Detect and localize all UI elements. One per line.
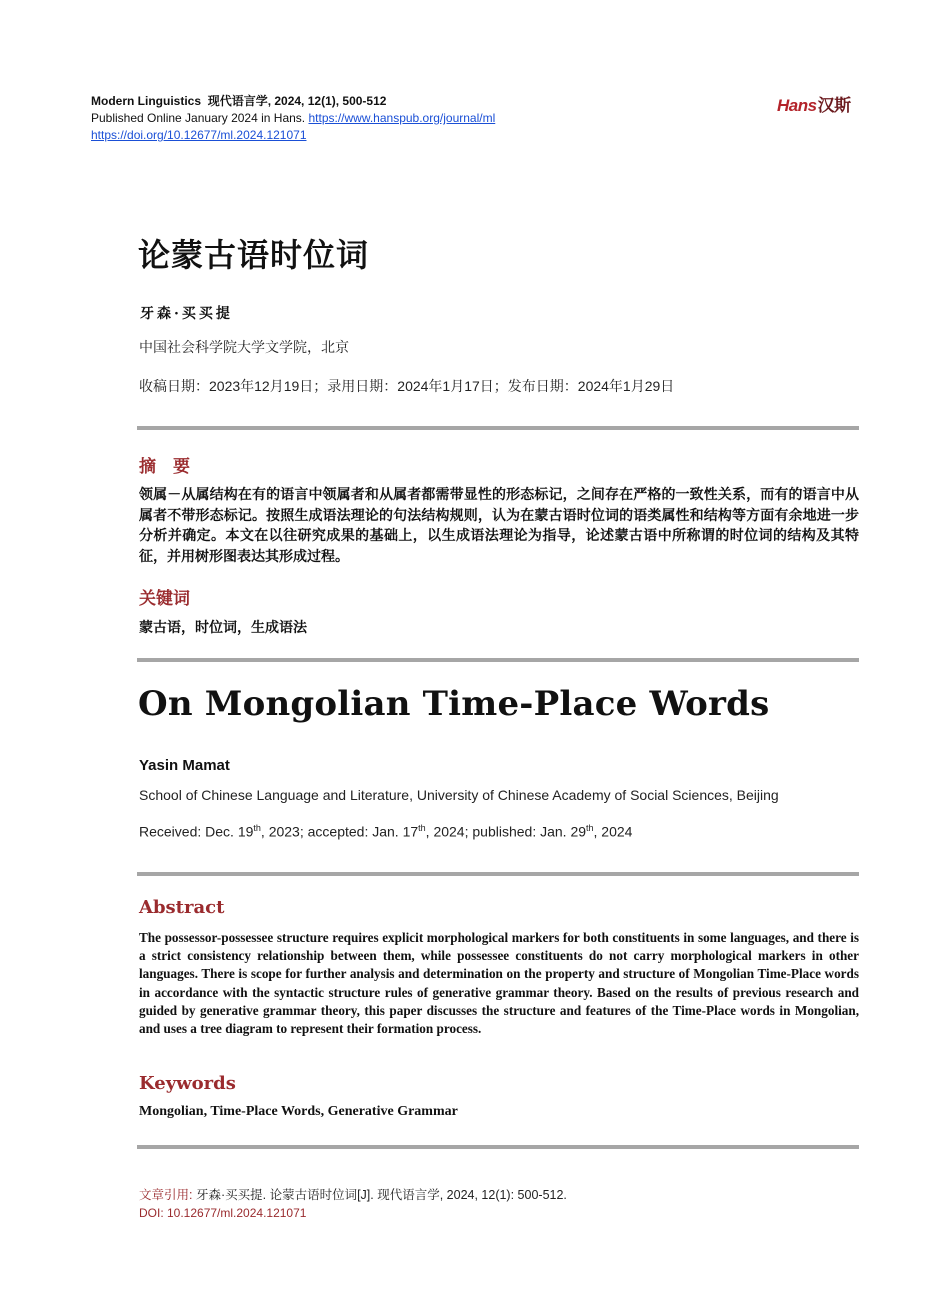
divider <box>137 426 859 430</box>
journal-cn-info: 现代语言学, 2024, 12(1), 500-512 <box>207 94 387 108</box>
en-title: On Mongolian Time-Place Words <box>138 684 770 724</box>
cn-affiliation: 中国社会科学院大学文学院，北京 <box>139 339 349 355</box>
cn-dates: 收稿日期：2023年12月19日；录用日期：2024年1月17日；发布日期：2024年1月29日 <box>139 378 675 394</box>
doi-line <box>91 127 307 143</box>
journal-url-link[interactable]: https://www.hanspub.org/journal/ml <box>308 111 496 125</box>
ordinal-suffix: th <box>253 823 261 833</box>
cn-keywords-heading: 关键词 <box>139 589 190 608</box>
hans-logo <box>777 91 851 116</box>
cn-abstract: 领属－从属结构在有的语言中领属者和从属者都需带显性的形态标记，之间存在严格的一致性关系，而有的语言中从属者不带形态标记。按照生成语法理论的句法结构规则，认为在蒙古语时位词的语类属性和结构等方面有余地进一步分析并确定。本文在以往研究成果的基础上，以生成语法理论为指导，论述蒙古语中所称谓的时位词的结构及其特征，并用树形图表达其形成过程。 <box>139 486 859 564</box>
citation <box>139 1185 567 1203</box>
published-prefix: Published Online January 2024 in Hans. <box>91 111 306 125</box>
logo-latin: Hans <box>777 96 817 115</box>
doi-url-link[interactable]: https://doi.org/10.12677/ml.2024.121071 <box>91 128 307 142</box>
journal-name: Modern Linguistics <box>91 94 202 108</box>
accepted-date: , 2023; accepted: Jan. 17 <box>260 823 419 840</box>
en-dates <box>139 823 632 840</box>
en-keywords-heading: Keywords <box>139 1073 236 1094</box>
en-abstract-heading: Abstract <box>139 897 225 918</box>
cn-title: 论蒙古语时位词 <box>138 237 370 273</box>
citation-text: 牙森·买买提. 论蒙古语时位词[J]. 现代语言学, 2024, 12(1): 500-512. <box>195 1188 567 1202</box>
ordinal-suffix: th <box>418 823 426 833</box>
published-line <box>91 110 495 126</box>
divider <box>137 658 859 662</box>
published-year: , 2024 <box>593 823 633 840</box>
ordinal-suffix: th <box>586 823 594 833</box>
en-author: Yasin Mamat <box>139 757 230 774</box>
journal-line <box>91 93 386 109</box>
published-date: , 2024; published: Jan. 29 <box>425 823 587 840</box>
citation-doi: DOI: 10.12677/ml.2024.121071 <box>139 1206 307 1220</box>
cn-keywords: 蒙古语，时位词，生成语法 <box>139 619 307 635</box>
divider <box>137 1145 859 1149</box>
divider <box>137 872 859 876</box>
logo-cn: 汉斯 <box>817 96 851 115</box>
cn-abstract-heading: 摘 要 <box>139 457 190 476</box>
en-keywords: Mongolian, Time-Place Words, Generative Grammar <box>139 1104 458 1119</box>
cn-author: 牙森·买买提 <box>140 306 233 322</box>
en-affiliation: School of Chinese Language and Literature, University of Chinese Academy of Social Sciences, Beijing <box>139 787 779 803</box>
en-abstract: The possessor-possessee structure requires explicit morphological markers for both constituents in some languages, and there is a strict consistency relationship between them, while possessee constituents do not carry morphological markers in other languages. There is scope for further analysis and determination on the property and structure of Mongolian Time-Place words in accordance with the syntactic structure rules of generative grammar theory. Based on the results of previous research and guided by generative grammar theory, this paper discusses the structure and features of the Time-Place words in Mongolian, and uses a tree diagram to represent their formation process. <box>139 930 859 1037</box>
citation-label: 文章引用: <box>139 1188 193 1202</box>
received-date: Received: Dec. 19 <box>139 823 254 840</box>
